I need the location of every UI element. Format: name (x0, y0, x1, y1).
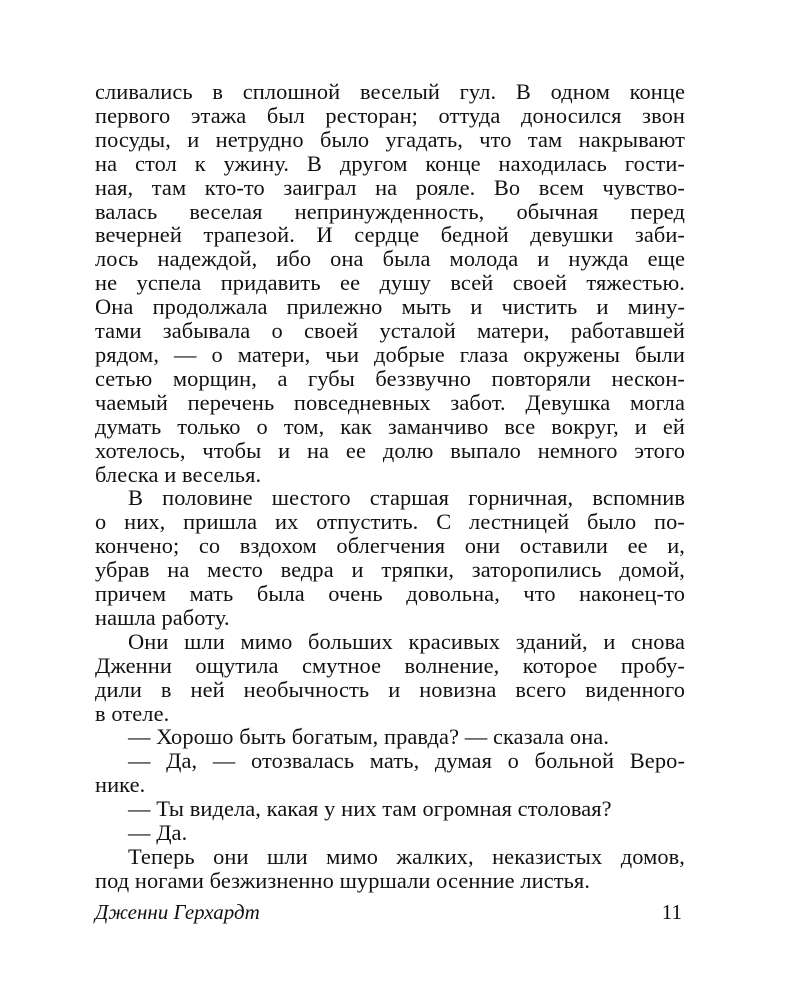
text-line: сливались в сплошной веселый гул. В одном конце (95, 79, 685, 104)
text-line: блеска и веселья. (95, 461, 262, 487)
text-line: на стол к ужину. В другом конце находилась гости- (95, 150, 685, 176)
text-line: под ногами безжизненно шуршали осенние листья. (95, 867, 591, 893)
page-footer (95, 900, 685, 930)
dialogue-line (95, 797, 685, 821)
text-line: лось надеждой, ибо она была молода и нужда еще (95, 246, 685, 272)
text-line: — Да. (128, 820, 188, 846)
text-line: — Хорошо быть богатым, правда? — сказала она. (128, 724, 610, 750)
text-line: нике. (95, 772, 146, 798)
page-number: 11 (661, 900, 682, 924)
text-line: убрав на место ведра и тряпки, заторопились домой, (95, 557, 685, 583)
dialogue-line (95, 725, 685, 749)
text-line: Дженни ощутила смутное волнение, которое пробу- (95, 652, 685, 678)
text-line: сетью морщин, а губы беззвучно повторяли нескон- (95, 365, 685, 391)
text-line: дили в ней необычность и новизна всего виденного (95, 676, 685, 702)
text-line: валась веселая непринужденность, обычная перед (95, 198, 685, 224)
text-line: вечерней трапезой. И сердце бедной девушки заби- (95, 222, 685, 248)
text-line: нашла работу. (95, 604, 230, 630)
paragraph (95, 845, 685, 893)
text-line: кончено; со вздохом облегчения они оставили ее и, (95, 533, 685, 559)
text-line: В половине шестого старшая горничная, вспомнив (128, 485, 685, 511)
text-line: Они шли мимо больших красивых зданий, и снова (128, 628, 685, 654)
dialogue-line (95, 821, 685, 845)
text-line: о них, пришла их отпустить. С лестницей было по- (95, 509, 685, 535)
text-line: — Да, — отозвалась мать, думая о больной Веро- (128, 748, 685, 774)
text-line: причем мать была очень довольна, что наконец-то (95, 581, 685, 607)
text-line: первого этажа был ресторан; оттуда доносился звон (95, 102, 685, 128)
text-line: ная, там кто-то заиграл на рояле. Во всем чувство- (95, 174, 685, 200)
text-line: думать только о том, как заманчиво все вокруг, и ей (95, 413, 685, 439)
text-line: Она продолжала прилежно мыть и чистить и мину- (95, 294, 685, 320)
text-line: посуды, и нетрудно было угадать, что там накрывают (95, 126, 685, 152)
paragraph (95, 80, 685, 486)
text-line: тами забывала о своей усталой матери, работавшей (95, 318, 685, 344)
dialogue-line (95, 749, 685, 797)
paragraph (95, 630, 685, 726)
text-line: — Ты видела, какая у них там огромная столовая? (128, 796, 612, 822)
book-page-text (95, 80, 685, 893)
paragraph (95, 486, 685, 629)
text-line: рядом, — о матери, чьи добрые глаза окружены были (95, 341, 685, 367)
text-line: чаемый перечень повседневных забот. Девушка могла (95, 389, 685, 415)
running-title: Дженни Герхардт (95, 900, 260, 924)
text-line: в отеле. (95, 700, 170, 726)
text-line: хотелось, чтобы и на ее долю выпало немного этого (95, 437, 685, 463)
text-line: не успела придавить ее душу всей своей тяжестью. (95, 270, 685, 296)
text-line: Теперь они шли мимо жалких, неказистых домов, (128, 844, 685, 869)
